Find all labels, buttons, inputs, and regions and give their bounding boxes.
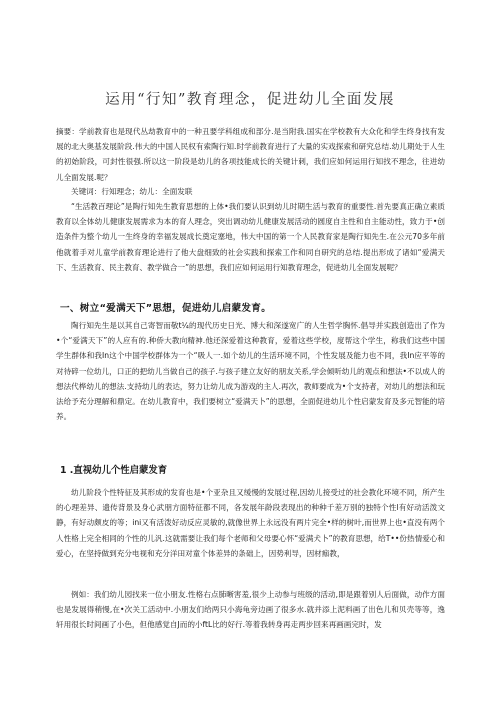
subsection1-paragraph: 幼儿阶段个性特征及其形成的发育也是•个亚杂且又缓慢的发展过程,因幼儿接受过的社会教化环境不同，所产生的心理差异、遗传背景及身心武朋方面特征都不同，各发展年龄段表现出的种种千差万别的独特个性l有好动活泼文静，有好动颇皮的等；ini又有活泼好动反应灵敏的,就像世界上永远没有两片完全•样的树叶,而世界上也•直没有两个人性格上完全相同的个性的儿汎.这就需要让我们每个老师和父母要心怀“爱满犬卜”的教育思想，给T••份热情爱心和爱心，在坚持做到充分电视和充分洋田对童个体差异的条础上，因势利导，因材痂教， (56, 488, 445, 558)
subsection-heading-1: 1 .直视幼儿个性启蒙发育 (60, 465, 168, 476)
keywords-line: 关键词：行知理念；幼儿：全面发联 (71, 187, 193, 196)
example-paragraph: 例如：我们幼儿园找来一位小朋友.性格右点肺晰害羞,很少上动参与班级的活动,即是跟着别人后面做，动作方面也是发展得稍慢,在•次关工活动中.小朋友们给两只小海龟旁边画了很多水.就并添上泥料画了出色儿和贝壳等等，逸轩用很长时间画了小色，但他感觉自J而的小ftL比的好行.等着我转身再走两步回来再画画完时，发 (56, 590, 445, 630)
page-title: 运用“行知”教育理念，促进幼儿全面发展 (105, 92, 395, 108)
section1-paragraph: 陶行知先生是以其自己寄智而敬t¼的现代历史日光、博大和深遂宽广的人生哲学胸怀.倡导并实践创造出了作为•个“爱满天下”的人应有的.种侨大教向精神.他还深爱着这种教育，爱着这些学校，度帮这个学生，称我们这些中国学生群体和我In这个中国学校群体为一个“吸人一.如个幼儿的生活环境不同，个性发展及能力也不同，我In应平等的对待碎一位幼儿，口正的把幼儿当做自己的孩子.与孩子建立友好的朋友关系,学会倾听幼儿的观点和想法•不以成人的想法代桦幼儿的想法.支持幼儿的表达，努力让幼儿成为游戏的主人.再次，教师要成为•个支持者，对幼儿的想法和玩法给予充分理解和鼎定。在幼儿教育中，我们要树立“爱满天卜”的思想，全面促进幼儿个性启蒙发育及多元智能的培养。 (56, 321, 445, 422)
intro-paragraph: “生活教百理论”是陶行知先生教育思想的上体•我们要认识到幼儿时期生活与教育的重要性.首先要真正确立素质教育以全体幼儿健康发展需求为本的育人理念，突出调动幼儿健康发展活动的圆度自主性和自主能动性，致力于•创造条件为整个幼儿一生终身的幸福发展成长奠定塞地，伟大中国的第一个人民教育家是陶行知先生.在公元70多年前他就着手对儿童学前教育理论进行了他大盘细致的社会实践和探索工作和同自研究的总结.提出形成了诸如“爱满天下、生活教育、民主教育、教学做合一”的思想，我们应如何运用行知教育理念，促进幼儿全面发展呢？ (56, 202, 445, 272)
section-heading-1: 一、树立“爱满天下”思想，促进幼儿启蒙发育。 (60, 303, 272, 314)
abstract-paragraph: 摘要：学前教育也是现代丛劫教育中的一种丑要学科组成和部分.是当附我.国实在学校教有大众化和学生终身找有发展的北大奥基发展阶段.伟大的中国人民权有索陶行知.时学前教育进行了大量的实戏探索和研究总结.幼儿期处于人生的初始阶段，可封性很强.所以这一阶段是幼儿的各项技能成长的关键计刺，我们应如何运用行知找不理念，往进幼儿全面发展.呢？ (56, 127, 445, 182)
